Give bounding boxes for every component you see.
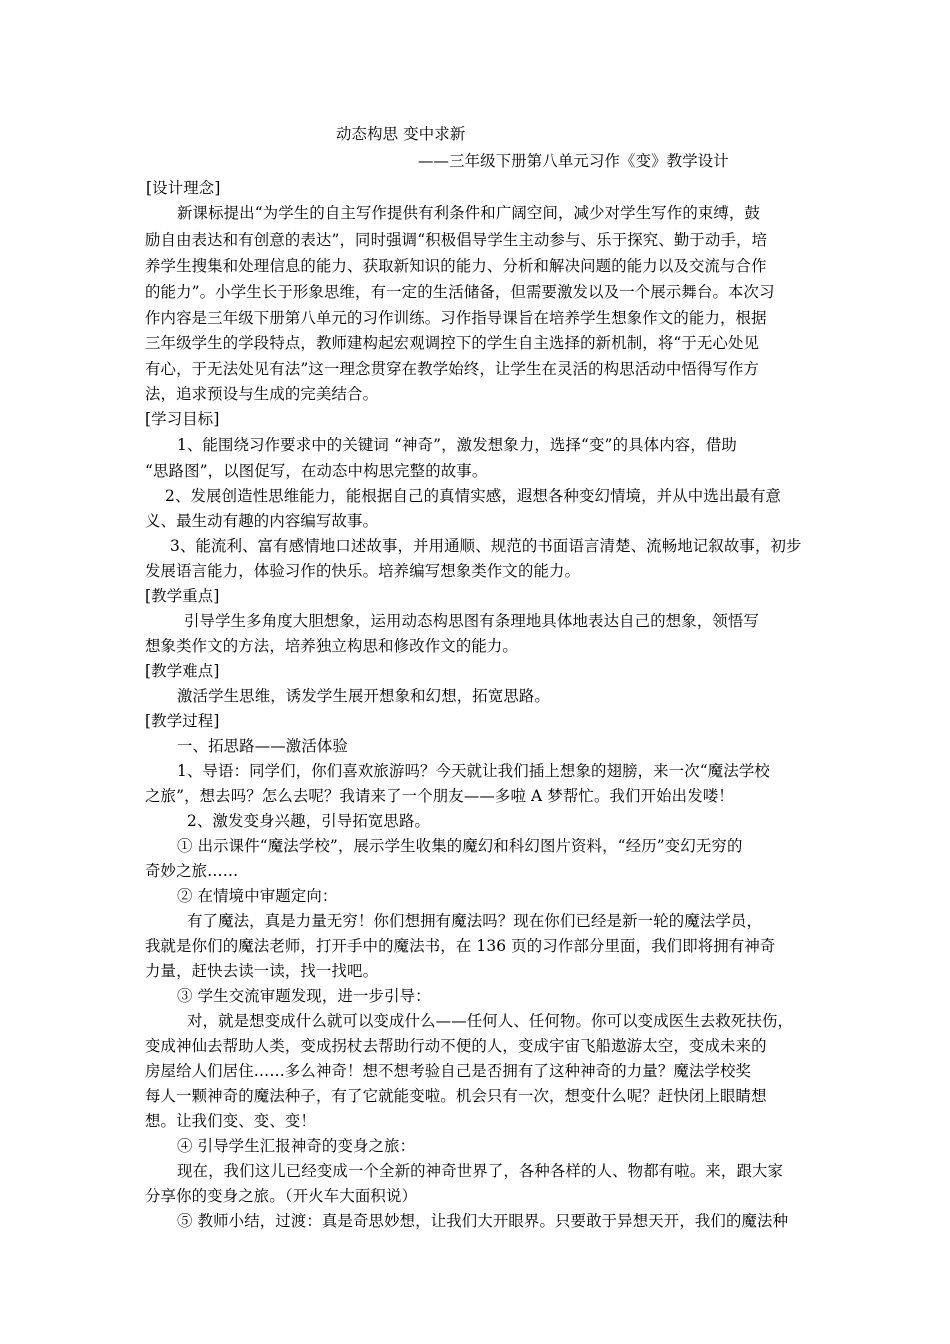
paragraph-line: 义、最生动有趣的内容编写故事。 bbox=[145, 512, 379, 530]
paragraph-line: 有了魔法，真是力量无穷！你们想拥有魔法吗？现在你们已经是新一轮的魔法学员， bbox=[187, 912, 763, 930]
paragraph-line: 奇妙之旅…… bbox=[145, 862, 239, 880]
paragraph-line: 的能力”。小学生长于形象思维，有一定的生活储备，但需要激发以及一个展示舞台。本次习 bbox=[145, 283, 775, 301]
paragraph-line: 励自由表达和有创意的表达”，同时强调“积极倡导学生主动参与、乐于探究、勤于动手，培 bbox=[145, 231, 768, 249]
paragraph-line: 现在，我们这儿已经变成一个全新的神奇世界了，各种各样的人、物都有啦。来，跟大家 bbox=[177, 1162, 784, 1180]
document-subtitle: ——三年级下册第八单元习作《变》教学设计 bbox=[418, 152, 729, 170]
paragraph-line: 新课标提出“为学生的自主写作提供有利条件和广阔空间，减少对学生写作的束缚，鼓 bbox=[177, 204, 761, 222]
paragraph-line: ① 出示课件“魔法学校”，展示学生收集的魔幻和科幻图片资料，“经历”变幻无穷的 bbox=[177, 837, 743, 855]
paragraph-line: 我就是你们的魔法老师，打开手中的魔法书，在 136 页的习作部分里面，我们即将拥有神奇 bbox=[145, 937, 776, 955]
paragraph-line: 引导学生多角度大胆想象，运用动态构思图有条理地具体地表达自己的想象，领悟写 bbox=[184, 612, 760, 630]
subsection-heading: 一、拓思路——激活体验 bbox=[177, 737, 348, 755]
paragraph-line: 之旅”，想去吗？怎么去呢？我请来了一个朋友——多啦 A 梦帮忙。我们开始出发喽！ bbox=[145, 787, 734, 805]
paragraph-line: 想象类作文的方法，培养独立构思和修改作文的能力。 bbox=[145, 637, 518, 655]
paragraph-line: 分享你的变身之旅。（开火车大面积说） bbox=[145, 1187, 418, 1205]
paragraph-line: 2、发展创造性思维能力，能根据自己的真情实感，遐想各种变幻情境，并从中选出最有意 bbox=[165, 487, 782, 505]
section-heading-process: [教学过程] bbox=[145, 712, 220, 730]
paragraph-line: 对，就是想变成什么就可以变成什么——任何人、任何物。你可以变成医生去救死扶伤， bbox=[187, 1012, 794, 1030]
paragraph-line: 变成神仙去帮助人类，变成拐杖去帮助行动不便的人，变成宇宙飞船遨游太空，变成未来的 bbox=[145, 1037, 767, 1055]
paragraph-line: 发展语言能力，体验习作的快乐。培养编写想象类作文的能力。 bbox=[145, 562, 581, 580]
paragraph-line: “思路图”，以图促写，在动态中构思完整的故事。 bbox=[145, 462, 488, 480]
document-title: 动态构思 变中求新 bbox=[336, 125, 466, 143]
paragraph-line: 1、能围绕习作要求中的关键词 “神奇”，激发想象力，选择“变”的具体内容，借助 bbox=[177, 436, 737, 454]
paragraph-line: 每人一颗神奇的魔法种子，有了它就能变啦。机会只有一次，想变什么呢？赶快闭上眼睛想 bbox=[145, 1087, 767, 1105]
paragraph-line: 三年级学生的学段特点，教师建构起宏观调控下的学生自主选择的新机制，将“于无心处见 bbox=[145, 334, 760, 352]
paragraph-line: 养学生搜集和处理信息的能力、获取新知识的能力、分析和解决问题的能力以及交流与合作 bbox=[145, 257, 767, 275]
section-heading-learning-goals: [学习目标] bbox=[145, 410, 220, 428]
paragraph-line: 力量，赶快去读一读，找一找吧。 bbox=[145, 962, 379, 980]
paragraph-line: 法，追求预设与生成的完美结合。 bbox=[145, 385, 379, 403]
section-heading-key-points: [教学重点] bbox=[145, 587, 220, 605]
section-heading-difficulties: [教学难点] bbox=[145, 662, 220, 680]
paragraph-line: ⑤ 教师小结，过渡：真是奇思妙想，让我们大开眼界。只要敢于异想天开，我们的魔法种 bbox=[177, 1212, 789, 1230]
paragraph-line: 房屋给人们居住……多么神奇！想不想考验自己是否拥有了这种神奇的力量？魔法学校奖 bbox=[145, 1062, 752, 1080]
paragraph-line: 2、激发变身兴趣，引导拓宽思路。 bbox=[187, 812, 431, 830]
paragraph-line: 激活学生思维，诱发学生展开想象和幻想，拓宽思路。 bbox=[177, 687, 550, 705]
paragraph-line: 想。让我们变、变、变！ bbox=[145, 1112, 316, 1130]
paragraph-line: 1、导语：同学们，你们喜欢旅游吗？今天就让我们插上想象的翅膀，来一次“魔法学校 bbox=[177, 762, 770, 780]
paragraph-line: 有心，于无法处见有法”这一理念贯穿在教学始终，让学生在灵活的构思活动中悟得写作方 bbox=[145, 360, 760, 378]
paragraph-line: ③ 学生交流审题发现，进一步引导： bbox=[177, 987, 431, 1005]
paragraph-line: 作内容是三年级下册第八单元的习作训练。习作指导课旨在培养学生想象作文的能力，根据 bbox=[145, 309, 767, 327]
section-heading-design-concept: [设计理念] bbox=[146, 179, 221, 197]
paragraph-line: 3、能流利、富有感情地口述故事，并用通顺、规范的书面语言清楚、流畅地记叙故事，初步 bbox=[170, 537, 802, 555]
paragraph-line: ④ 引导学生汇报神奇的变身之旅： bbox=[177, 1137, 416, 1155]
paragraph-line: ② 在情境中审题定向： bbox=[177, 887, 338, 905]
